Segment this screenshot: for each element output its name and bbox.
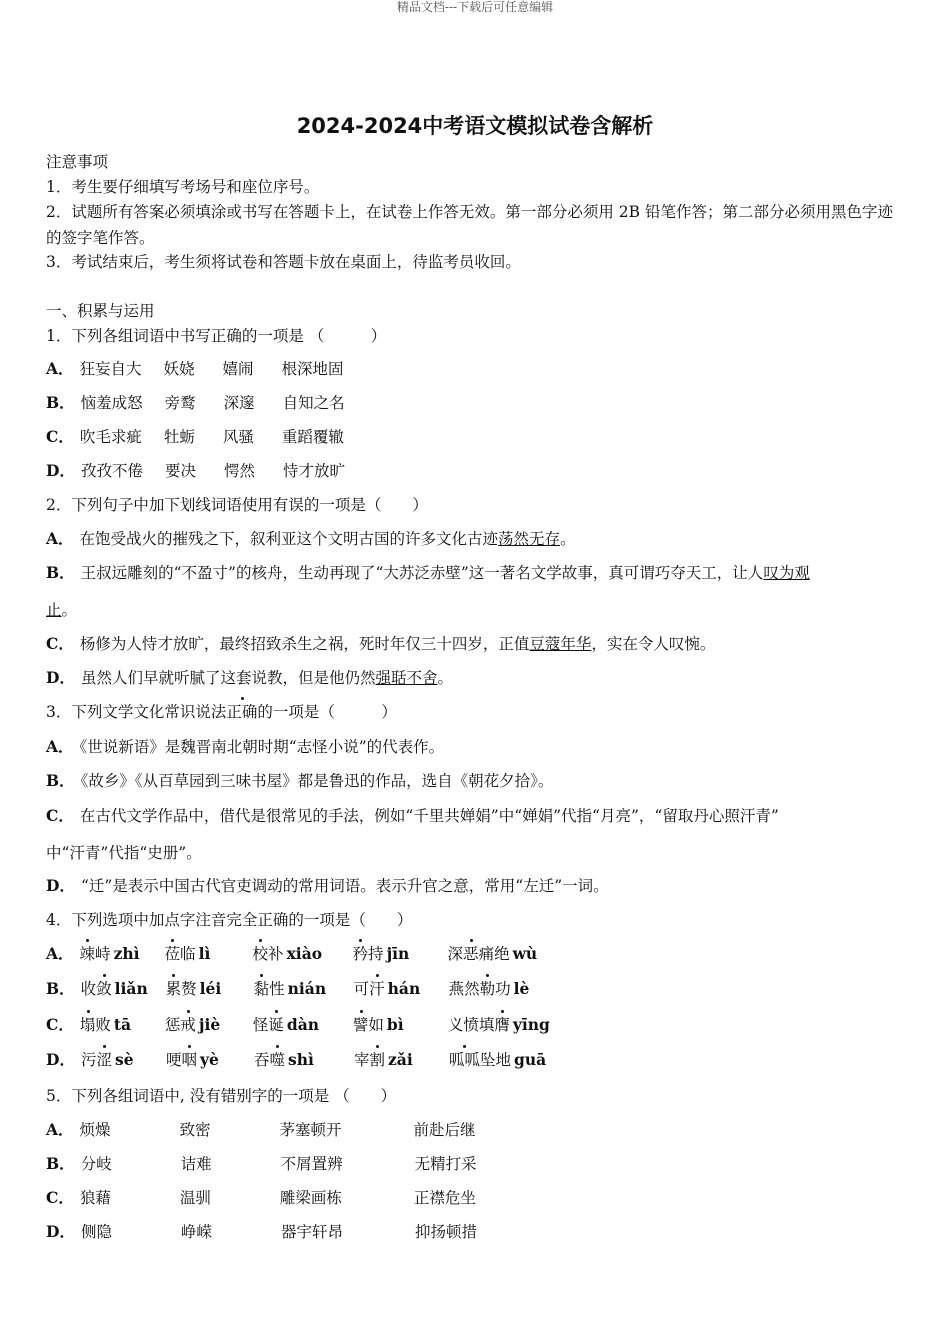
pinyin-item: 惩戒 jiè: [164, 1015, 221, 1034]
q4-option-c: [46, 1015, 550, 1035]
pinyin: jiè: [198, 1015, 221, 1034]
pinyin-item: 矜持 jīn: [352, 944, 410, 963]
notice-item-1: 1．考生要仔细填写考场号和座位序号。: [46, 178, 320, 196]
option-label: C．: [46, 1015, 74, 1034]
option-word: 愕然: [223, 462, 255, 480]
pinyin-item: 可汗 hán: [353, 979, 421, 998]
q2-option-c: [46, 634, 715, 654]
pinyin-item: 怪诞 dàn: [252, 1015, 320, 1034]
q5-stem: 5．下列各组词语中, 没有错别字的一项是 （ ）: [46, 1087, 397, 1105]
option-word: 风骚: [222, 428, 254, 446]
option-word: 茅塞顿开: [279, 1121, 342, 1139]
option-word: 狼藉: [79, 1189, 111, 1207]
underlined-phrase: 豆蔻年华: [529, 635, 592, 653]
option-word: 重蹈覆辙: [281, 428, 344, 446]
pinyin: dàn: [286, 1015, 320, 1034]
q1-stem: 1．下列各组词语中书写正确的一项是 （ ）: [46, 327, 387, 345]
option-label: A．: [46, 737, 74, 756]
dotted-char: 膺: [494, 1016, 510, 1034]
option-text: 在古代文学作品中，借代是很常见的手法，例如“千里共婵娟”中“婵娟”代指“月亮”，“留取丹心照汗青”: [79, 807, 779, 825]
dotted-char: 戒: [180, 1016, 196, 1034]
section-heading: 一、积累与运用: [46, 302, 155, 320]
option-text: 。: [61, 601, 78, 619]
option-label: C．: [46, 806, 74, 825]
q2-option-a: [46, 529, 576, 549]
pinyin-item: 哽咽 yè: [165, 1050, 219, 1069]
pinyin-item: 累赘 léi: [165, 979, 222, 998]
notice-heading: 注意事项: [46, 153, 109, 171]
q3-option-a: [46, 737, 444, 757]
q1-option-d: [46, 461, 383, 481]
pinyin: wù: [512, 944, 538, 963]
document-title: 2024-2024中考语文模拟试卷含解析: [296, 114, 654, 138]
pinyin-item: 塌败 tā: [79, 1015, 132, 1034]
dotted-emphasis: 正确: [226, 703, 258, 721]
option-word: 无精打采: [414, 1155, 477, 1173]
pinyin: lè: [513, 979, 530, 998]
option-text: 。: [560, 530, 576, 548]
option-word: 吹毛求疵: [79, 428, 142, 446]
pinyin-item: 吞噬 shì: [253, 1050, 314, 1069]
q3-stem: [46, 702, 397, 722]
q4-stem: 4．下列选项中加点字注音完全正确的一项是（ ）: [46, 911, 413, 929]
dotted-char: 黏: [253, 980, 270, 998]
pinyin: hán: [387, 979, 421, 998]
option-label: C．: [46, 634, 74, 653]
underlined-phrase: 强聒不舍: [375, 669, 438, 687]
q1-option-c: [46, 427, 382, 447]
option-label: A．: [46, 1120, 74, 1139]
option-text: ，实在令人叹惋。: [591, 635, 716, 653]
option-label: B．: [46, 563, 75, 582]
pinyin: zhì: [113, 944, 140, 963]
pinyin-item: 呱呱坠地 guā: [448, 1050, 547, 1069]
option-word: 孜孜不倦: [80, 462, 143, 480]
q4-option-b: [46, 979, 529, 999]
option-word: 抑扬顿措: [414, 1223, 477, 1241]
dotted-char: 勒: [479, 980, 496, 998]
q2-option-b-cont: [46, 600, 77, 620]
dotted-char: 汗: [369, 980, 385, 998]
q2-option-b: [46, 563, 810, 583]
option-label: A．: [46, 359, 74, 378]
dotted-char: 噬: [269, 1051, 285, 1069]
stem-text: 3．下列文学文化常识说法: [46, 703, 227, 721]
q1-option-a: [46, 359, 382, 379]
option-label: D．: [46, 461, 75, 480]
option-label: D．: [46, 1050, 75, 1069]
page-header-note: 精品文档---下载后可任意编辑: [396, 0, 554, 14]
dotted-char: 莅: [164, 945, 181, 963]
dotted-char: 割: [369, 1051, 385, 1069]
q5-option-a: [46, 1120, 514, 1140]
pinyin: sè: [114, 1050, 134, 1069]
pinyin-item: 收敛 liǎn: [80, 979, 148, 998]
pinyin: zǎi: [387, 1050, 413, 1069]
pinyin-item: 深恶痛绝 wù: [447, 944, 538, 963]
option-label: A．: [46, 529, 74, 548]
q4-option-d: [46, 1050, 546, 1070]
underlined-phrase: 叹为观: [763, 564, 810, 582]
notice-item-2: 2．试题所有答案必须填涂或书写在答题卡上，在试卷上作答无效。第一部分必须用 2B 铅笔作答；第二部分必须用黑色字迹的签字笔作答。: [46, 203, 893, 247]
option-text: 在饱受战火的摧残之下，叙利亚这个文明古国的许多文化古迹: [79, 530, 499, 548]
option-label: D．: [46, 876, 75, 895]
pinyin-item: 黏性 nián: [253, 979, 327, 998]
option-word: 深邃: [223, 394, 255, 412]
dotted-char: 敛: [96, 980, 112, 998]
dotted-char: 矜: [352, 945, 369, 963]
option-text: 杨修为人恃才放旷，最终招致杀生之祸，死时年仅三十四岁，正值: [79, 635, 530, 653]
option-text: “迁”是表示中国古代官吏调动的常用词语。表示升官之意，常用“左迁”一词。: [80, 877, 609, 895]
q3-option-c-cont: 中“汗青”代指“史册”。: [46, 844, 202, 862]
pinyin: lì: [198, 944, 211, 963]
option-label: B．: [46, 393, 75, 412]
dotted-char: 塌: [79, 1016, 96, 1034]
q2-option-d: [46, 668, 453, 688]
option-label: B．: [46, 1154, 75, 1173]
option-label: C．: [46, 1188, 74, 1207]
option-label: C．: [46, 427, 74, 446]
dotted-char: 诞: [268, 1016, 284, 1034]
option-word: 恼羞成怒: [80, 394, 143, 412]
dotted-char: 呱呱: [448, 1051, 480, 1069]
pinyin-item: 宰割 zǎi: [353, 1050, 413, 1069]
notice-item-3: 3．考试结束后，考生须将试卷和答题卡放在桌面上，待监考员收回。: [46, 253, 521, 271]
option-word: 根深地固: [281, 360, 344, 378]
q5-option-d: [46, 1222, 515, 1242]
option-word: 嬉闹: [222, 360, 254, 378]
option-text: 《世说新语》是魏晋南北朝时期“志怪小说”的代表作。: [79, 738, 445, 756]
option-word: 烦燥: [79, 1121, 111, 1139]
dotted-char: 涩: [96, 1051, 112, 1069]
option-word: 分岐: [80, 1155, 112, 1173]
option-word: 牡蛎: [163, 428, 195, 446]
pinyin-item: 校补 xiào: [252, 944, 323, 963]
option-label: A．: [46, 944, 74, 963]
option-word: 妖娆: [163, 360, 195, 378]
pinyin-item: 义愤填膺 yīng: [447, 1015, 550, 1034]
pinyin: yīng: [512, 1015, 550, 1034]
q3-option-d: [46, 876, 609, 896]
option-word: 诘难: [180, 1155, 212, 1173]
pinyin: guā: [513, 1050, 547, 1069]
option-word: 温驯: [179, 1189, 211, 1207]
pinyin: yè: [199, 1050, 219, 1069]
dotted-char: 恶: [463, 945, 479, 963]
pinyin-item: 莅临 lì: [164, 944, 211, 963]
pinyin: nián: [287, 979, 327, 998]
option-word: 器宇轩昂: [280, 1223, 343, 1241]
q3-option-b: [46, 771, 553, 791]
pinyin: léi: [199, 979, 222, 998]
option-text: 王叔远雕刻的“不盈寸”的核舟，生动再现了“大苏泛赤壁”这一著名文学故事，真可谓巧夺天工，让人: [80, 564, 764, 582]
dotted-char: 累: [165, 980, 182, 998]
option-word: 旁鹜: [164, 394, 196, 412]
option-label: D．: [46, 1222, 75, 1241]
option-word: 前赴后继: [413, 1121, 476, 1139]
q1-option-b: [46, 393, 383, 413]
pinyin-item: 竦峙 zhì: [79, 944, 140, 963]
q5-option-b: [46, 1154, 515, 1174]
underlined-phrase: 止: [46, 601, 62, 619]
option-word: 狂妄自大: [79, 360, 142, 378]
option-label: D．: [46, 668, 75, 687]
dotted-char: 竦: [79, 945, 96, 963]
option-word: 侧隐: [80, 1223, 112, 1241]
pinyin: shì: [287, 1050, 314, 1069]
pinyin: xiào: [286, 944, 323, 963]
option-word: 不屑置辨: [280, 1155, 343, 1173]
option-text: 虽然人们早就听腻了这套说教，但是他仍然: [80, 669, 376, 687]
option-label: B．: [46, 771, 75, 790]
option-word: 恃才放旷: [282, 462, 345, 480]
pinyin-item: 燕然勒功 lè: [448, 979, 530, 998]
pinyin-item: 污涩 sè: [80, 1050, 134, 1069]
option-word: 峥嵘: [180, 1223, 212, 1241]
option-label: B．: [46, 979, 75, 998]
option-word: 正襟危坐: [413, 1189, 476, 1207]
q3-option-c: [46, 806, 779, 826]
pinyin: tā: [113, 1015, 132, 1034]
option-word: 要决: [164, 462, 196, 480]
q4-option-a: [46, 944, 537, 964]
option-word: 自知之名: [282, 394, 345, 412]
option-text: 。: [437, 669, 453, 687]
pinyin: jīn: [386, 944, 410, 963]
pinyin: liǎn: [114, 979, 148, 998]
dotted-char: 譬: [352, 1016, 369, 1034]
underlined-phrase: 荡然无存: [498, 530, 561, 548]
q5-option-c: [46, 1188, 514, 1208]
q2-stem: 2．下列句子中加下划线词语使用有误的一项是（ ）: [46, 496, 428, 514]
stem-text: 的一项是（ ）: [257, 703, 397, 721]
option-text: 《故乡》《从百草园到三味书屋》都是鲁迅的作品，选自《朝花夕拾》。: [80, 772, 554, 790]
pinyin-item: 譬如 bì: [352, 1015, 404, 1034]
dotted-char: 咽: [181, 1051, 197, 1069]
option-word: 雕梁画栋: [279, 1189, 342, 1207]
dotted-char: 校: [252, 945, 269, 963]
pinyin: bì: [386, 1015, 404, 1034]
option-word: 致密: [179, 1121, 211, 1139]
